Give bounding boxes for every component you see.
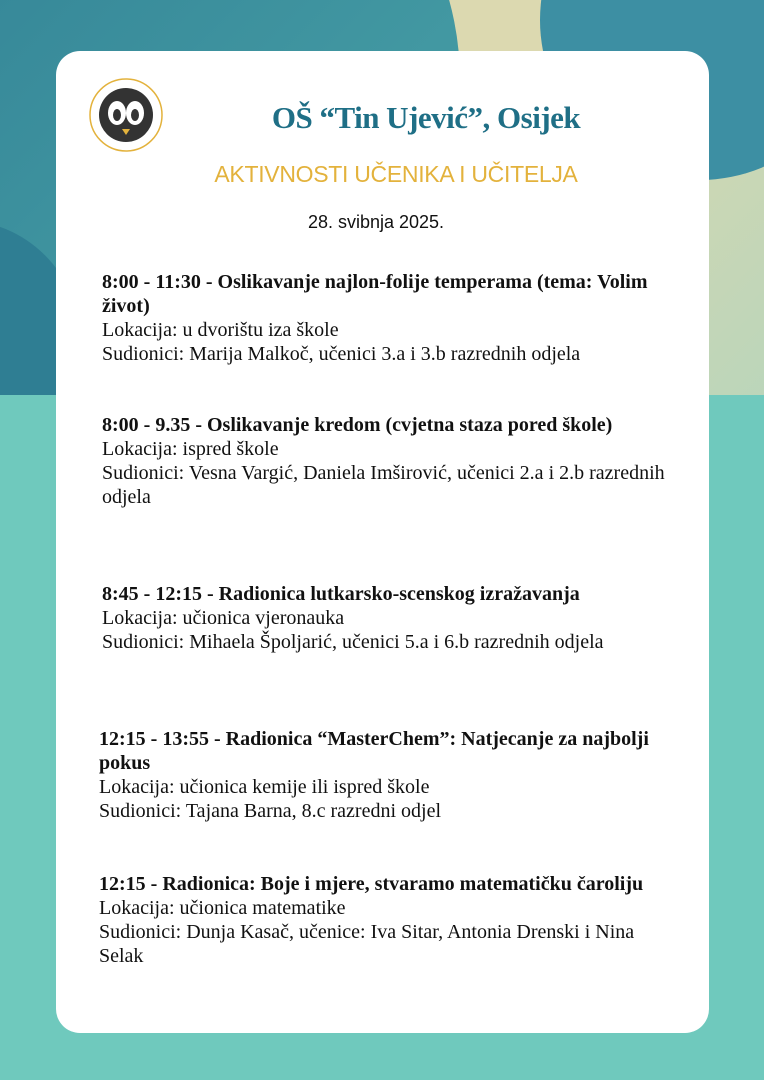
event-participants: Sudionici: Vesna Vargić, Daniela Imširović, učenici 2.a i 2.b razrednih odjela	[102, 462, 665, 508]
event-title: 8:45 - 12:15 - Radionica lutkarsko-scenskog izražavanja	[102, 583, 580, 605]
event-title: 8:00 - 9.35 - Oslikavanje kredom (cvjetna staza pored škole)	[102, 414, 613, 436]
event-item	[99, 872, 679, 968]
event-participants: Sudionici: Tajana Barna, 8.c razredni odjel	[99, 800, 442, 822]
event-location: Lokacija: učionica vjeronauka	[102, 607, 345, 629]
schedule-card	[56, 51, 709, 1033]
event-location: Lokacija: učionica kemije ili ispred škole	[99, 776, 430, 798]
event-item	[102, 582, 682, 654]
event-item	[102, 413, 682, 509]
event-participants: Sudionici: Marija Malkoč, učenici 3.a i 3.b razrednih odjela	[102, 343, 581, 365]
event-location: Lokacija: učionica matematike	[99, 897, 346, 919]
event-title: 12:15 - 13:55 - Radionica “MasterChem”: Natjecanje za najbolji pokus	[99, 728, 649, 774]
event-item	[102, 270, 682, 366]
event-title: 12:15 - Radionica: Boje i mjere, stvaramo matematičku čaroliju	[99, 873, 644, 895]
event-item	[99, 727, 679, 823]
event-participants: Sudionici: Dunja Kasač, učenice: Iva Sitar, Antonia Drenski i Nina Selak	[99, 921, 635, 967]
event-location: Lokacija: ispred škole	[102, 438, 279, 460]
event-title: 8:00 - 11:30 - Oslikavanje najlon-folije temperama (tema: Volim život)	[102, 271, 648, 317]
page-subtitle: AKTIVNOSTI UČENIKA I UČITELJA	[214, 161, 578, 187]
school-title: OŠ “Tin Ujević”, Osijek	[271, 100, 581, 135]
event-date: 28. svibnja 2025.	[307, 212, 445, 232]
event-location: Lokacija: u dvorištu iza škole	[102, 319, 339, 341]
event-participants: Sudionici: Mihaela Špoljarić, učenici 5.a i 6.b razrednih odjela	[102, 631, 604, 653]
school-owl-logo	[88, 77, 164, 153]
